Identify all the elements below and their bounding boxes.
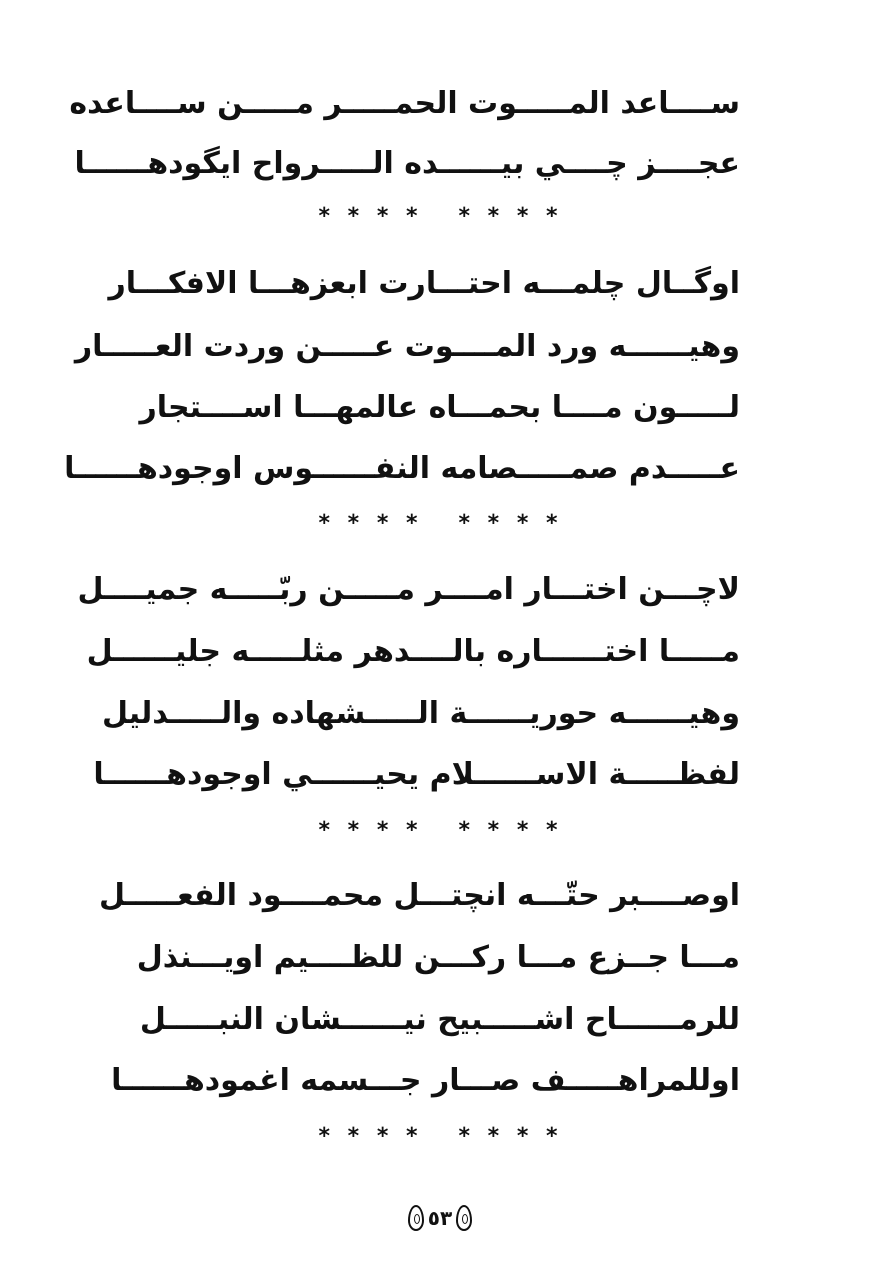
verse-line: مـــا جــزع مـــا ركـــن للظــــيم اويـــنذل [136, 940, 740, 975]
verse-line: لفظـــــة الاســــــلام يحيــــــي اوجودهــــــا [93, 757, 740, 792]
floral-bracket-icon [408, 1205, 424, 1231]
asterisk-group: * * * * [318, 818, 423, 843]
stanza-separator [0, 202, 881, 232]
verse-line: لاچـــن اختـــار امــــر مـــــن ربّـــــه جميــــل [77, 572, 740, 607]
verse-line: مـــــا اختــــــاره بالــــدهر مثلـــــه جليــــــل [86, 634, 740, 669]
page-number-text: ٥٣ [427, 1206, 453, 1230]
asterisk-group: * * * * [458, 511, 563, 536]
asterisk-group: * * * * [458, 818, 563, 843]
verse-line: وهيــــــه ورد المــــوت عـــــن وردت العـــــار [74, 329, 740, 364]
asterisk-group: * * * * [318, 511, 423, 536]
page-number [380, 1198, 500, 1238]
floral-bracket-icon [456, 1205, 472, 1231]
verse-line: ســــاعد المـــــوت الحمـــــر مـــــن ســــاعده [69, 86, 740, 121]
verse-line: اوللمراهـــــف صـــار جـــسمه اغمودهــــــا [111, 1063, 740, 1098]
verse-line: لـــــون مــــا بحمـــاه عالمهـــا اســــتجار [139, 390, 740, 425]
verse-line: عجــــز چــــي بيــــــده الـــــرواح ايگودهــــــا [74, 146, 740, 181]
stanza-separator [0, 509, 881, 539]
asterisk-group: * * * * [458, 204, 563, 229]
verse-line: عـــــدم صمـــــصامه النفــــــوس اوجودهــــــا [64, 451, 740, 486]
verse-line: اوگــال چلمـــه احتـــارت ابعزهـــا الافكـــار [108, 266, 740, 301]
stanza-separator [0, 816, 881, 846]
asterisk-group: * * * * [318, 1124, 423, 1149]
asterisk-group: * * * * [318, 204, 423, 229]
verse-line: اوصــــبر حتّـــه انچتـــل محمــــود الفعـــــل [98, 878, 740, 913]
verse-line: وهيــــــه حوريــــــة الـــــشهاده والـــــدليل [101, 696, 740, 731]
stanza-separator [0, 1122, 881, 1152]
verse-line: للرمــــــاح اشـــــبيح نيــــــشان النبـــــل [139, 1002, 740, 1037]
asterisk-group: * * * * [458, 1124, 563, 1149]
